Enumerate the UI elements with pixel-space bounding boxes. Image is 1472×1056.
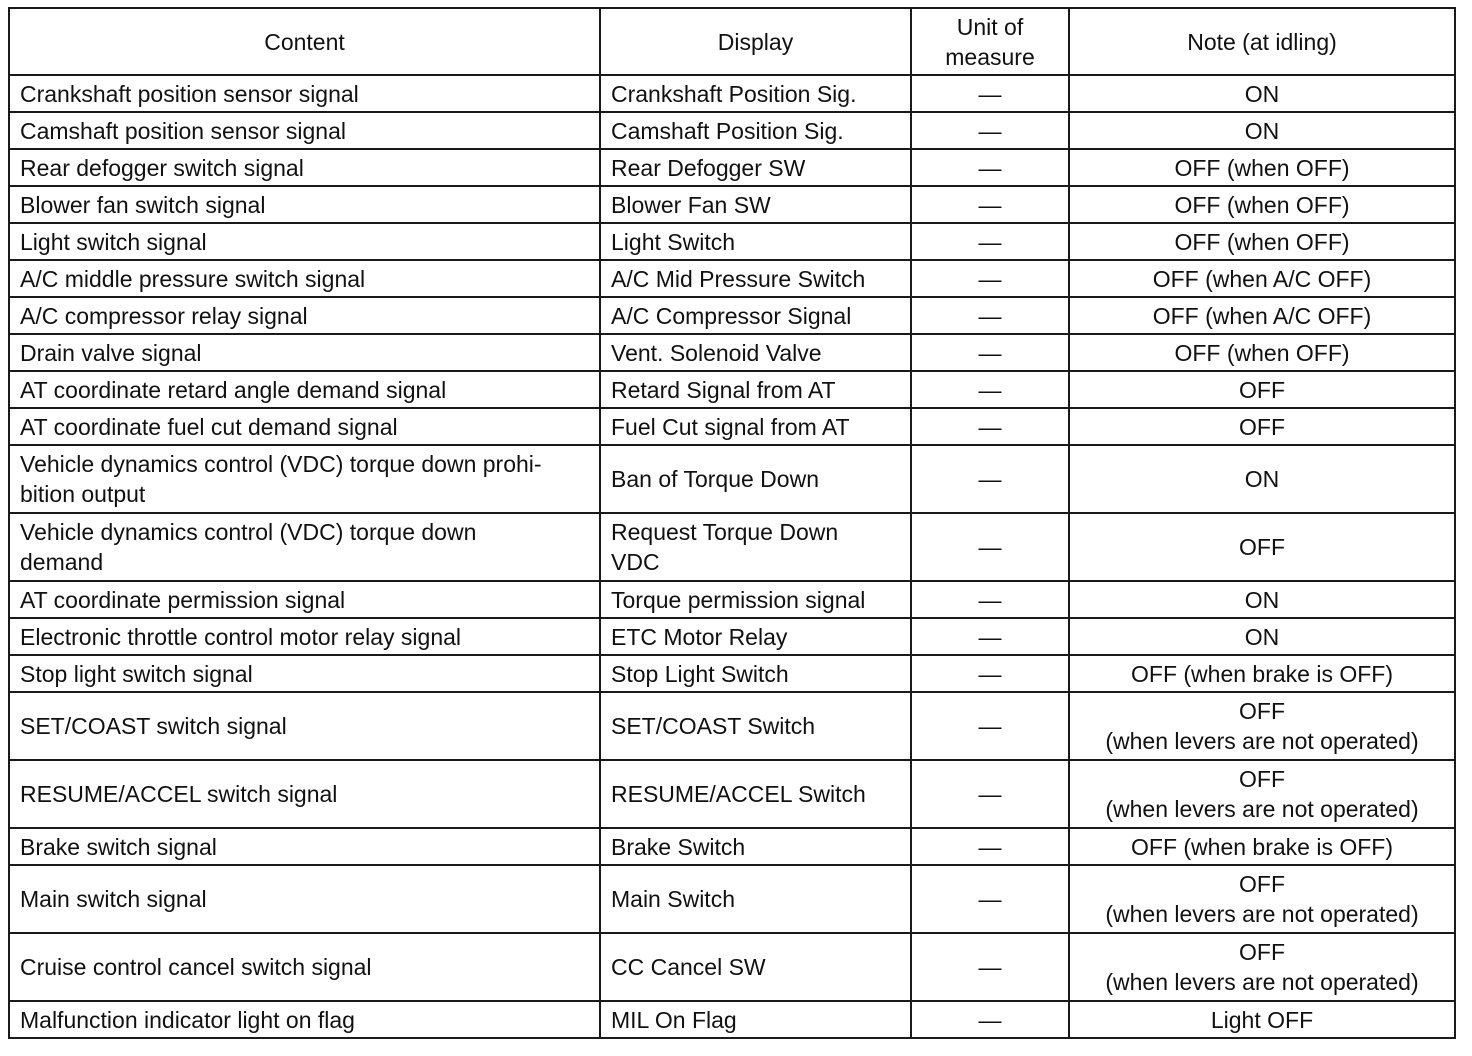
- cell-unit: —: [911, 760, 1069, 828]
- cell-note: OFF: [1069, 371, 1455, 408]
- cell-display: Retard Signal from AT: [600, 371, 911, 408]
- cell-note: OFF (when brake is OFF): [1069, 828, 1455, 865]
- cell-content: Brake switch signal: [9, 828, 600, 865]
- cell-unit: —: [911, 828, 1069, 865]
- cell-display: A/C Mid Pressure Switch: [600, 260, 911, 297]
- cell-unit: —: [911, 445, 1069, 513]
- cell-note: ON: [1069, 581, 1455, 618]
- cell-display: Blower Fan SW: [600, 186, 911, 223]
- cell-content: Drain valve signal: [9, 334, 600, 371]
- cell-note: OFF (when OFF): [1069, 186, 1455, 223]
- cell-content: Main switch signal: [9, 865, 600, 933]
- cell-note: ON: [1069, 445, 1455, 513]
- cell-note: OFF: [1069, 513, 1455, 581]
- cell-content: Rear defogger switch signal: [9, 149, 600, 186]
- cell-content: AT coordinate retard angle demand signal: [9, 371, 600, 408]
- cell-content: Cruise control cancel switch signal: [9, 933, 600, 1001]
- cell-note: OFF (when OFF): [1069, 223, 1455, 260]
- cell-display: Main Switch: [600, 865, 911, 933]
- cell-note: ON: [1069, 618, 1455, 655]
- cell-note: OFF (when levers are not operated): [1069, 933, 1455, 1001]
- table-row: [9, 933, 1455, 1001]
- table-row: [9, 149, 1455, 186]
- cell-unit: —: [911, 334, 1069, 371]
- table-row: [9, 828, 1455, 865]
- table-row: [9, 186, 1455, 223]
- cell-content: Stop light switch signal: [9, 655, 600, 692]
- table-header: [9, 8, 1455, 75]
- table-row: [9, 581, 1455, 618]
- cell-content: RESUME/ACCEL switch signal: [9, 760, 600, 828]
- cell-content: Vehicle dynamics control (VDC) torque down demand: [9, 513, 600, 581]
- cell-unit: —: [911, 149, 1069, 186]
- cell-content: SET/COAST switch signal: [9, 692, 600, 760]
- cell-unit: —: [911, 692, 1069, 760]
- cell-display: ETC Motor Relay: [600, 618, 911, 655]
- cell-note: OFF (when OFF): [1069, 149, 1455, 186]
- cell-display: CC Cancel SW: [600, 933, 911, 1001]
- table-row: [9, 297, 1455, 334]
- header-unit: Unit of measure: [911, 8, 1069, 75]
- table-row: [9, 75, 1455, 112]
- cell-display: Fuel Cut signal from AT: [600, 408, 911, 445]
- cell-note: OFF (when levers are not operated): [1069, 692, 1455, 760]
- cell-note: OFF (when levers are not operated): [1069, 760, 1455, 828]
- cell-content: Light switch signal: [9, 223, 600, 260]
- cell-content: AT coordinate fuel cut demand signal: [9, 408, 600, 445]
- table-row: [9, 260, 1455, 297]
- cell-note: OFF (when A/C OFF): [1069, 297, 1455, 334]
- table-row: [9, 408, 1455, 445]
- cell-unit: —: [911, 513, 1069, 581]
- cell-unit: —: [911, 75, 1069, 112]
- cell-unit: —: [911, 186, 1069, 223]
- parameter-table: [8, 7, 1456, 1039]
- cell-unit: —: [911, 408, 1069, 445]
- cell-display: RESUME/ACCEL Switch: [600, 760, 911, 828]
- cell-note: OFF (when OFF): [1069, 334, 1455, 371]
- cell-note: OFF (when A/C OFF): [1069, 260, 1455, 297]
- cell-unit: —: [911, 581, 1069, 618]
- table-row: [9, 618, 1455, 655]
- cell-content: AT coordinate permission signal: [9, 581, 600, 618]
- cell-note: ON: [1069, 75, 1455, 112]
- cell-unit: —: [911, 371, 1069, 408]
- cell-unit: —: [911, 297, 1069, 334]
- cell-display: Stop Light Switch: [600, 655, 911, 692]
- table-row: [9, 655, 1455, 692]
- table-row: [9, 223, 1455, 260]
- header-row: [9, 8, 1455, 75]
- header-display: Display: [600, 8, 911, 75]
- table-row: [9, 692, 1455, 760]
- cell-content: Camshaft position sensor signal: [9, 112, 600, 149]
- header-content: Content: [9, 8, 600, 75]
- table-row: [9, 513, 1455, 581]
- cell-note: ON: [1069, 112, 1455, 149]
- cell-content: Vehicle dynamics control (VDC) torque down prohi- bition output: [9, 445, 600, 513]
- cell-display: Ban of Torque Down: [600, 445, 911, 513]
- cell-display: Request Torque Down VDC: [600, 513, 911, 581]
- cell-note: OFF: [1069, 408, 1455, 445]
- table-row: [9, 760, 1455, 828]
- cell-display: Vent. Solenoid Valve: [600, 334, 911, 371]
- cell-display: Camshaft Position Sig.: [600, 112, 911, 149]
- cell-unit: —: [911, 260, 1069, 297]
- cell-display: Crankshaft Position Sig.: [600, 75, 911, 112]
- cell-unit: —: [911, 865, 1069, 933]
- table-row: [9, 1001, 1455, 1038]
- table-row: [9, 865, 1455, 933]
- cell-content: Electronic throttle control motor relay signal: [9, 618, 600, 655]
- header-note: Note (at idling): [1069, 8, 1455, 75]
- cell-content: A/C compressor relay signal: [9, 297, 600, 334]
- cell-note: OFF (when brake is OFF): [1069, 655, 1455, 692]
- cell-display: Light Switch: [600, 223, 911, 260]
- cell-display: A/C Compressor Signal: [600, 297, 911, 334]
- cell-unit: —: [911, 112, 1069, 149]
- cell-content: A/C middle pressure switch signal: [9, 260, 600, 297]
- table-body: [9, 75, 1455, 1038]
- table-row: [9, 445, 1455, 513]
- table-row: [9, 334, 1455, 371]
- cell-note: Light OFF: [1069, 1001, 1455, 1038]
- cell-unit: —: [911, 223, 1069, 260]
- cell-unit: —: [911, 618, 1069, 655]
- cell-unit: —: [911, 933, 1069, 1001]
- cell-content: Malfunction indicator light on flag: [9, 1001, 600, 1038]
- cell-content: Crankshaft position sensor signal: [9, 75, 600, 112]
- cell-display: Torque permission signal: [600, 581, 911, 618]
- table-row: [9, 112, 1455, 149]
- cell-note: OFF (when levers are not operated): [1069, 865, 1455, 933]
- cell-display: Rear Defogger SW: [600, 149, 911, 186]
- table-row: [9, 371, 1455, 408]
- cell-display: SET/COAST Switch: [600, 692, 911, 760]
- cell-display: Brake Switch: [600, 828, 911, 865]
- cell-unit: —: [911, 655, 1069, 692]
- cell-display: MIL On Flag: [600, 1001, 911, 1038]
- cell-content: Blower fan switch signal: [9, 186, 600, 223]
- cell-unit: —: [911, 1001, 1069, 1038]
